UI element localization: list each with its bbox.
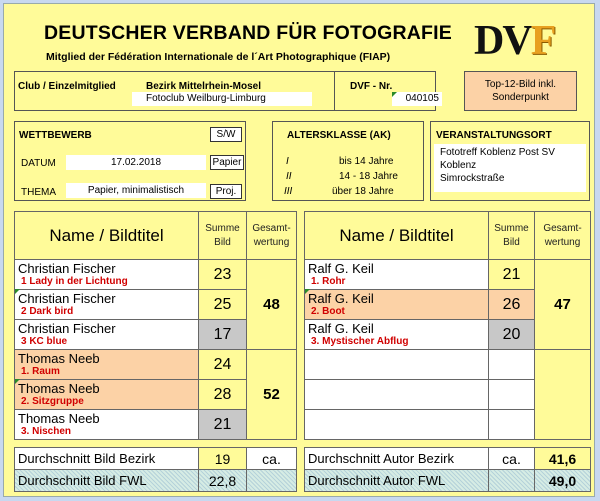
col-header-summe: Summe Bild	[199, 212, 247, 260]
ak-roman-3: III	[284, 186, 293, 197]
avg-bild-bezirk-ca: ca.	[247, 448, 297, 470]
ak-roman-2: II	[286, 171, 292, 182]
entry-name: Ralf G. Keil	[308, 321, 374, 336]
dvf-nr-field[interactable]: 040105	[392, 92, 442, 106]
entry-name: Christian Fischer	[18, 261, 116, 276]
top12-legend: Top-12-Bild inkl. Sonderpunkt	[464, 71, 577, 111]
left-results-table	[14, 211, 297, 440]
ak-text-3: über 18 Jahre	[332, 186, 394, 197]
entry-cell[interactable]	[305, 260, 489, 290]
comment-marker-icon	[392, 92, 397, 97]
dvf-logo: DVF	[474, 18, 555, 64]
entry-name: Christian Fischer	[18, 291, 116, 306]
veranstaltungsort-label: VERANSTALTUNGSORT	[436, 130, 552, 141]
avg-autor-fwl-empty	[489, 470, 535, 492]
avg-autor-bezirk-value: 41,6	[535, 448, 591, 470]
entry-name: Thomas Neeb	[18, 381, 100, 396]
entry-cell[interactable]	[15, 380, 199, 410]
papier-button[interactable]: Papier	[210, 155, 244, 170]
author-total: 48	[247, 260, 297, 350]
entry-score[interactable]: 24	[199, 350, 247, 380]
entry-title: 3. Mystischer Abflug	[311, 336, 409, 347]
entry-title: 3 KC blue	[21, 336, 68, 347]
entry-score[interactable]: 23	[199, 260, 247, 290]
entry-score[interactable]: 28	[199, 380, 247, 410]
ak-text-2: 14 - 18 Jahre	[339, 171, 398, 182]
entry-title: 2 Dark bird	[21, 306, 74, 317]
score-sheet	[3, 3, 595, 497]
col-header-gesamt: Gesamt- wertung	[247, 212, 297, 260]
ort-line-3: Simrockstraße	[440, 173, 505, 184]
entry-cell[interactable]	[15, 350, 199, 380]
ak-text-1: bis 14 Jahre	[339, 156, 394, 167]
empty-score-cell[interactable]	[489, 380, 535, 410]
comment-marker-icon	[15, 379, 20, 384]
col-header-name: Name / Bildtitel	[305, 212, 489, 260]
entry-score[interactable]: 20	[489, 320, 535, 350]
comment-marker-icon	[15, 289, 20, 294]
empty-entry-cell[interactable]	[305, 380, 489, 410]
entry-cell[interactable]	[305, 320, 489, 350]
proj-button[interactable]: Proj.	[210, 184, 242, 199]
entry-score[interactable]: 26	[489, 290, 535, 320]
entry-title: 1 Lady in der Lichtung	[21, 276, 128, 287]
club-label: Club / Einzelmitglied	[18, 81, 116, 92]
bezirk-name: Bezirk Mittelrhein-Mosel	[146, 81, 262, 92]
entry-score[interactable]: 21	[489, 260, 535, 290]
author-total: 47	[535, 260, 591, 350]
entry-title: 3. Nischen	[21, 426, 72, 437]
entry-cell[interactable]	[15, 410, 199, 440]
avg-autor-bezirk-label: Durchschnitt Autor Bezirk	[305, 448, 489, 470]
avg-autor-fwl-value: 49,0	[535, 470, 591, 492]
ak-roman-1: I	[286, 156, 289, 167]
thema-field[interactable]: Papier, minimalistisch	[66, 183, 206, 198]
entry-name: Ralf G. Keil	[308, 261, 374, 276]
veranstaltungsort-field[interactable]	[434, 144, 586, 192]
right-averages-table	[304, 447, 591, 492]
entry-cell[interactable]	[305, 290, 489, 320]
entry-score[interactable]: 17	[199, 320, 247, 350]
ort-line-1: Fototreff Koblenz Post SV	[440, 147, 555, 158]
ort-line-2: Koblenz	[440, 160, 477, 171]
entry-name: Thomas Neeb	[18, 411, 100, 426]
page-title: DEUTSCHER VERBAND FÜR FOTOGRAFIE	[44, 22, 452, 44]
entry-name: Ralf G. Keil	[308, 291, 374, 306]
empty-score-cell[interactable]	[489, 350, 535, 380]
author-total: 52	[247, 350, 297, 440]
wettbewerb-label: WETTBEWERB	[19, 130, 92, 141]
right-results-table	[304, 211, 591, 440]
empty-score-cell[interactable]	[489, 410, 535, 440]
entry-title: 2. Boot	[311, 306, 345, 317]
comment-marker-icon	[305, 289, 310, 294]
entry-name: Christian Fischer	[18, 321, 116, 336]
col-header-name: Name / Bildtitel	[15, 212, 199, 260]
col-header-gesamt: Gesamt- wertung	[535, 212, 591, 260]
avg-autor-bezirk-ca: ca.	[489, 448, 535, 470]
empty-entry-cell[interactable]	[305, 350, 489, 380]
entry-score[interactable]: 21	[199, 410, 247, 440]
datum-label: DATUM	[21, 158, 56, 169]
sw-button[interactable]: S/W	[210, 127, 242, 142]
altersklasse-label: ALTERSKLASSE (AK)	[287, 130, 391, 141]
club-divider	[334, 71, 335, 111]
left-averages-table	[14, 447, 297, 492]
entry-title: 1. Raum	[21, 366, 60, 377]
entry-title: 1. Rohr	[311, 276, 346, 287]
avg-bild-fwl-value: 22,8	[199, 470, 247, 492]
entry-cell[interactable]	[15, 320, 199, 350]
empty-total-cell	[535, 350, 591, 440]
avg-bild-fwl-empty	[247, 470, 297, 492]
col-header-summe: Summe Bild	[489, 212, 535, 260]
thema-label: THEMA	[21, 187, 56, 198]
dvf-nr-label: DVF - Nr.	[350, 81, 393, 92]
club-name-field[interactable]: Fotoclub Weilburg-Limburg	[132, 92, 312, 106]
empty-entry-cell[interactable]	[305, 410, 489, 440]
entry-cell[interactable]	[15, 260, 199, 290]
avg-bild-fwl-label: Durchschnitt Bild FWL	[15, 470, 199, 492]
entry-name: Thomas Neeb	[18, 351, 100, 366]
avg-autor-fwl-label: Durchschnitt Autor FWL	[305, 470, 489, 492]
entry-cell[interactable]	[15, 290, 199, 320]
entry-score[interactable]: 25	[199, 290, 247, 320]
avg-bild-bezirk-label: Durchschnitt Bild Bezirk	[15, 448, 199, 470]
page-subtitle: Mitglied der Fédération Internationale de l´Art Photographique (FIAP)	[46, 51, 391, 63]
entry-title: 2. Sitzgruppe	[21, 396, 84, 407]
avg-bild-bezirk-value: 19	[199, 448, 247, 470]
datum-field[interactable]: 17.02.2018	[66, 155, 206, 170]
